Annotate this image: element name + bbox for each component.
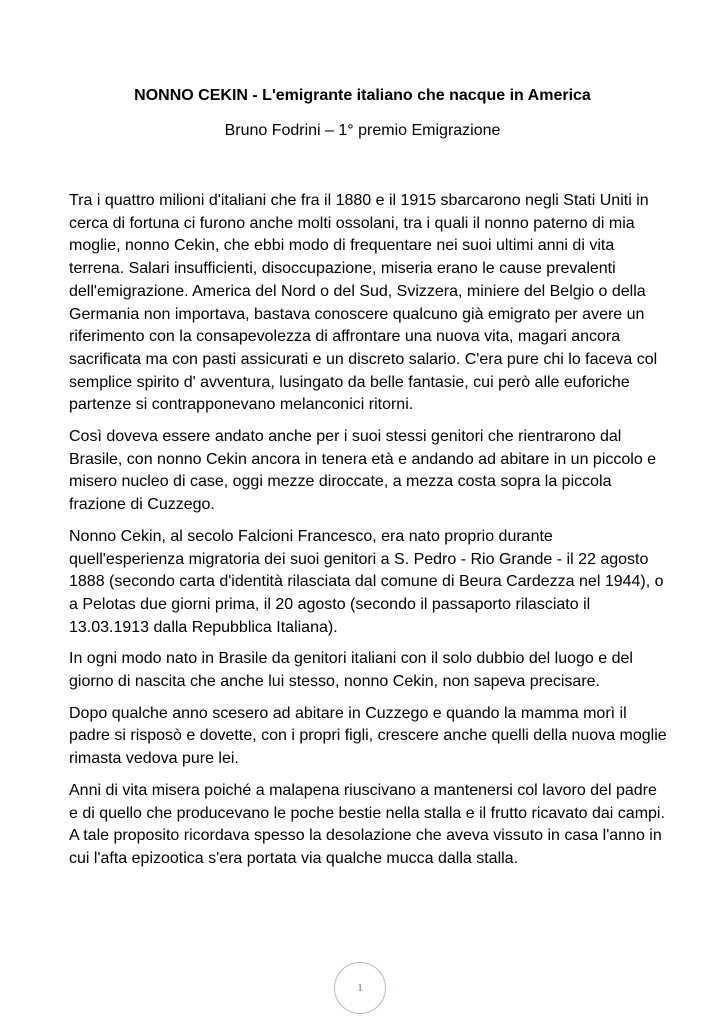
document-subtitle: Bruno Fodrini – 1° premio Emigrazione [224, 122, 501, 139]
document-title: NONNO CEKIN - L'emigrante italiano che nacque in America [134, 87, 591, 104]
page-number-badge [334, 962, 386, 1014]
paragraph: In ogni modo nato in Brasile da genitori italiani con il solo dubbio del luogo e del giorno di nascita che anche lui stesso, nonno Cekin, non sapeva precisare. [69, 650, 633, 691]
paragraph: Anni di vita misera poiché a malapena riuscivano a mantenersi col lavoro del padre e di quello che producevano le poche bestie nella stalla e il frutto ricavato dai campi. A tale proposito ricordava spesso la desolazione che aveva vissuto in casa l'anno in cui l'afta epizootica s'era portata via qualche mucca dalla stalla. [69, 781, 665, 867]
paragraph: Così doveva essere andato anche per i suoi stessi genitori che rientrarono dal Brasile, con nonno Cekin ancora in tenera età e andando ad abitare in un piccolo e misero nucleo di case, oggi mezze diroccate, a mezza costa sopra la piccola frazione di Cuzzego. [69, 428, 657, 514]
paragraph: Tra i quattro milioni d'italiani che fra il 1880 e il 1915 sbarcarono negli Stati Uniti in cerca di fortuna ci furono anche molti ossolani, tra i quali il nonno paterno di mia moglie, nonno Cekin, che ebbi modo di frequentare nei suoi ultimi anni di vita terrena. Salari insufficienti, disoccupazione, miseria erano le cause prevalenti dell'emigrazione. America del Nord o del Sud, Svizzera, miniere del Belgio o della Germania non importava, bastava conoscere qualcuno già emigrato per avere un riferimento con la consapevolezza di affrontare una nuova vita, magari ancora sacrificata ma con pasti assicurati e un discreto salario. C'era pure chi lo faceva col semplice spirito d' avventura, lusingato da belle fantasie, cui però alle euforiche partenze si contrapponevano melanconici ritorni. [69, 192, 658, 414]
paragraph: Dopo qualche anno scesero ad abitare in Cuzzego e quando la mamma morì il padre si risposò e dovette, con i propri figli, crescere anche quelli della nuova moglie rimasta vedova pure lei. [69, 704, 667, 768]
document-body [69, 190, 669, 880]
page-number: 1 [357, 982, 363, 994]
paragraph: Nonno Cekin, al secolo Falcioni Francesco, era nato proprio durante quell'esperienza migratoria dei suoi genitori a S. Pedro - Rio Grande - il 22 agosto 1888 (secondo carta d'identità rilasciata dal comune di Beura Cardezza nel 1944), o a Pelotas due giorni prima, il 20 agosto (secondo il passaporto rilasciato il 13.03.1913 dalla Repubblica Italiana). [69, 527, 664, 636]
